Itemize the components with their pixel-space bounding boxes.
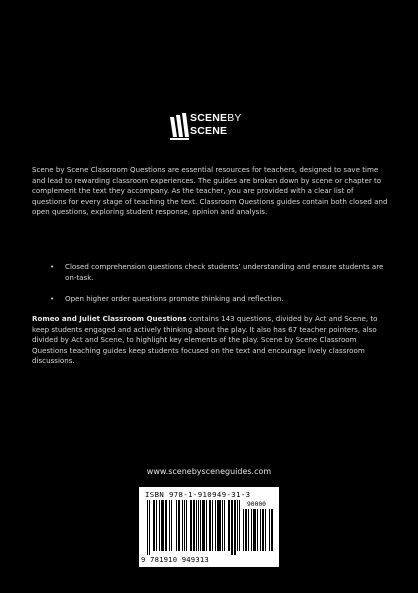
list-item-text: Closed comprehension questions check students’ understanding and ensure students are on-task. bbox=[65, 262, 384, 282]
isbn-barcode bbox=[139, 487, 279, 567]
barcode-digits: 9 781910 949313 bbox=[141, 555, 209, 564]
price-addon-bars bbox=[243, 509, 273, 555]
bullet-marker: • bbox=[50, 262, 55, 271]
isbn-label: ISBN 978-1-910949-31-3 bbox=[145, 490, 251, 499]
intro-paragraph: Scene by Scene Classroom Questions are essential resources for teachers, designed to save time and lead to rewarding classroom experiences. The guides are broken down by scene or chapter to complement the text they accompany. As the teacher, you are provided with a clear list of questions for every stage of teaching the text. Classroom Questions guides contain both closed and open questions, exploring student response, opinion and analysis. bbox=[32, 165, 388, 217]
barcode-bars bbox=[147, 500, 241, 555]
price-code: 90000 bbox=[247, 501, 266, 508]
logo-word-by: BY bbox=[227, 112, 242, 124]
description-text: contains 143 questions, divided by Act and Scene, to keep students engaged and actively thinking about the play. It also has 67 teacher pointers, also divided by Act and Scene, to highlight key elements of the play. Scene by Scene Classroom Questions teaching guides keep students focused on the text and encourage lively classroom discussions. bbox=[32, 314, 378, 366]
list-item bbox=[50, 294, 385, 305]
logo-wordmark bbox=[190, 112, 242, 138]
bullet-marker: • bbox=[50, 294, 55, 303]
logo-word-scene: SCENE bbox=[190, 112, 228, 124]
logo-word-scene-2: SCENE bbox=[190, 125, 228, 137]
clapperboard-stripes-icon bbox=[168, 113, 190, 141]
list-item bbox=[50, 262, 385, 283]
list-item-text: Open higher order questions promote thinking and reflection. bbox=[65, 294, 284, 303]
publisher-logo bbox=[168, 112, 248, 144]
website-url: www.scenebysceneguides.com bbox=[146, 467, 272, 476]
description-paragraph bbox=[32, 314, 388, 367]
book-title: Romeo and Juliet Classroom Questions bbox=[32, 314, 187, 323]
